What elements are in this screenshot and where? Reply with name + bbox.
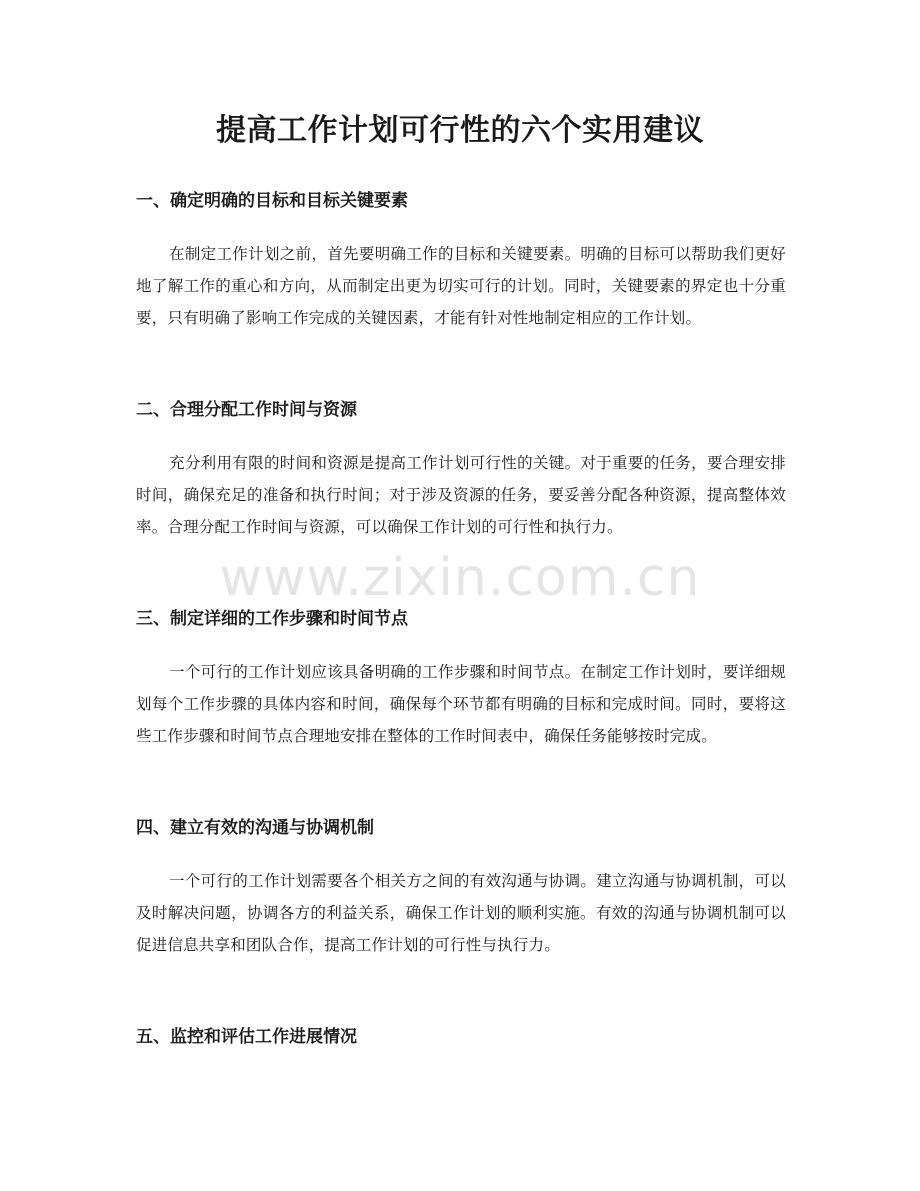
section-4 [136, 815, 786, 961]
watermark: www.zixin.com.cn [219, 548, 701, 608]
section-3 [136, 606, 786, 752]
section-heading: 二、合理分配工作时间与资源 [136, 400, 357, 420]
section-paragraph: 充分利用有限的时间和资源是提高工作计划可行性的关键。对于重要的任务，要合理安排时间，确保充足的准备和执行时间；对于涉及资源的任务，要妥善分配各种资源，提高整体效率。合理分配工作时间与资源，可以确保工作计划的可行性和执行力。 [136, 454, 786, 536]
section-2 [136, 397, 786, 543]
section-paragraph: 一个可行的工作计划需要各个相关方之间的有效沟通与协调。建立沟通与协调机制，可以及时解决问题，协调各方的利益关系，确保工作计划的顺利实施。有效的沟通与协调机制可以促进信息共享和团队合作，提高工作计划的可行性与执行力。 [136, 872, 786, 954]
section-heading: 三、制定详细的工作步骤和时间节点 [136, 609, 408, 629]
document-title: 提高工作计划可行性的六个实用建议 [216, 113, 704, 148]
section-heading: 四、建立有效的沟通与协调机制 [136, 818, 374, 838]
section-paragraph: 在制定工作计划之前，首先要明确工作的目标和关键要素。明确的目标可以帮助我们更好地了解工作的重心和方向，从而制定出更为切实可行的计划。同时，关键要素的界定也十分重要，只有明确了影响工作完成的关键因素，才能有针对性地制定相应的工作计划。 [136, 245, 786, 327]
section-paragraph: 一个可行的工作计划应该具备明确的工作步骤和时间节点。在制定工作计划时，要详细规划每个工作步骤的具体内容和时间，确保每个环节都有明确的目标和完成时间。同时，要将这些工作步骤和时间节点合理地安排在整体的工作时间表中，确保任务能够按时完成。 [136, 663, 786, 745]
section-1 [136, 188, 786, 334]
section-heading: 一、确定明确的目标和目标关键要素 [136, 191, 408, 211]
section-5 [136, 1024, 786, 1050]
section-heading: 五、监控和评估工作进展情况 [136, 1027, 357, 1047]
